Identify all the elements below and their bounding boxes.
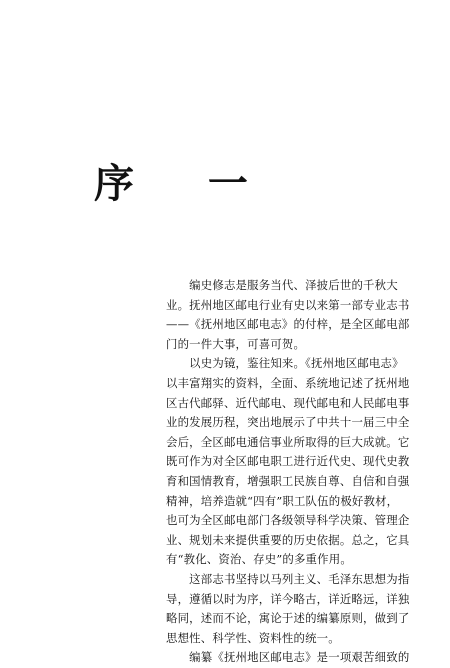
text-line: 这部志书坚持以马列主义、毛泽东思想为指 [166,571,410,586]
text-line: 略同，述而不论，寓论于述的编纂原则，做到了 [166,611,410,626]
text-line: 以丰富翔实的资料，全面、系统地记述了抚州地 [166,375,410,390]
text-line: 业。抚州地区邮电行业有史以来第一部专业志书 [166,297,410,312]
paragraph [166,354,410,570]
body-text [166,276,410,668]
paragraph [166,276,410,354]
text-line: 业、规划未来提供重要的历史依据。总之，它具 [166,532,410,547]
text-line: 思想性、科学性、资料性的统一。 [166,630,340,645]
text-line: 编纂《抚州地区邮电志》是一项艰苦细致的 [166,650,410,665]
text-line: ——《抚州地区邮电志》的付梓，是全区邮电部 [166,317,410,332]
text-line: 会后，全区邮电通信事业所取得的巨大成就。它 [166,434,410,449]
paragraph [166,648,410,668]
page-title: 序 一 [94,160,278,207]
text-line: 育和国情教育，增强职工民族自尊、自信和自强 [166,473,410,488]
text-line: 有“教化、资治、存史”的多重作用。 [166,552,352,567]
text-line: 门的一件大事，可喜可贺。 [166,336,306,351]
text-line: 编史修志是服务当代、泽披后世的千秋大 [166,278,398,292]
text-line: 以史为镜，鉴往知来。《抚州地区邮电志》 [166,356,404,371]
text-line: 也可为全区邮电部门各级领导科学决策、管理企 [166,513,410,528]
text-line: 精神，培养造就“四有”职工队伍的极好教材， [166,493,399,508]
text-line: 导，遵循以时为序，详今略古，详近略远，详独 [166,591,410,606]
text-line: 区古代邮驿、近代邮电、现代邮电和人民邮电事 [166,395,410,410]
text-line: 既可作为对全区邮电职工进行近代史、现代史教 [166,454,410,469]
text-line: 业的发展历程，突出地展示了中共十一届三中全 [166,415,410,430]
paragraph [166,570,410,648]
